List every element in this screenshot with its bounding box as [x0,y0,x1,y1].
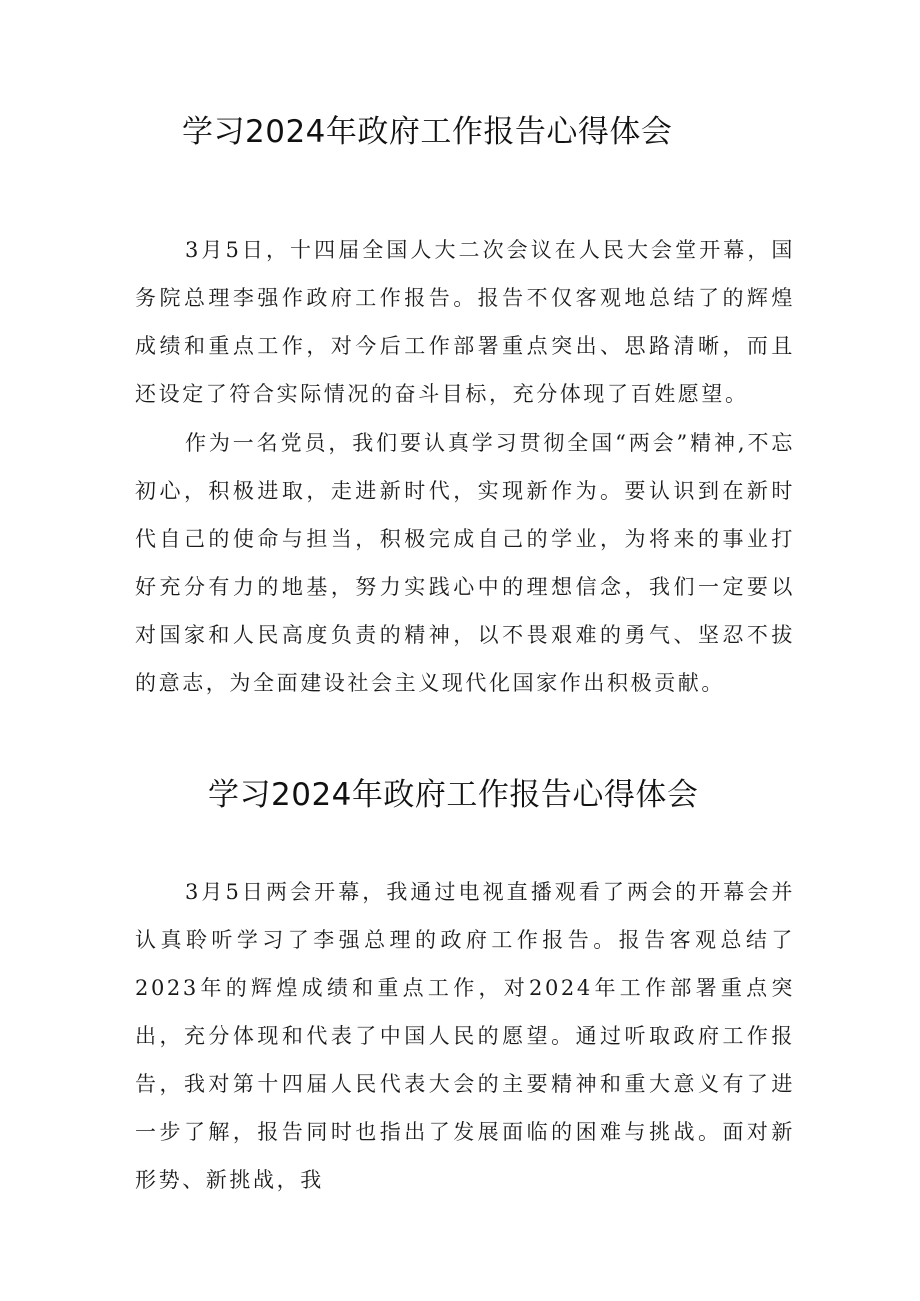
section-2-title: 学习2024年政府工作报告心得体会 [208,777,699,813]
section-1-paragraph-1: 3月5日，十四届全国人大二次会议在人民大会堂开幕，国务院总理李强作政府工作报告。报告不仅客观地总结了的辉煌成绩和重点工作，对今后工作部署重点突出、思路清晰，而且还设定了符合实际情况的奋斗目标，充分体现了百姓愿望。 [135,238,795,406]
section-1-title: 学习2024年政府工作报告心得体会 [182,114,673,150]
section-1-paragraph-2: 作为一名党员，我们要认真学习贯彻全国“两会”精神,不忘初心，积极进取，走进新时代，实现新作为。要认识到在新时代自己的使命与担当，积极完成自己的学业，为将来的事业打好充分有力的地基，努力实践心中的理想信念，我们一定要以对国家和人民高度负责的精神，以不畏艰难的勇气、坚忍不拔的意志，为全面建设社会主义现代化国家作出积极贡献。 [135,431,795,695]
section-2-paragraph-1: 3月5日两会开幕，我通过电视直播观看了两会的开幕会并认真聆听学习了李强总理的政府工作报告。报告客观总结了2023年的辉煌成绩和重点工作，对2024年工作部署重点突出，充分体现和代表了中国人民的愿望。通过听取政府工作报告，我对第十四届人民代表大会的主要精神和重大意义有了进一步了解，报告同时也指出了发展面临的困难与挑战。面对新形势、新挑战，我 [135,880,795,1192]
